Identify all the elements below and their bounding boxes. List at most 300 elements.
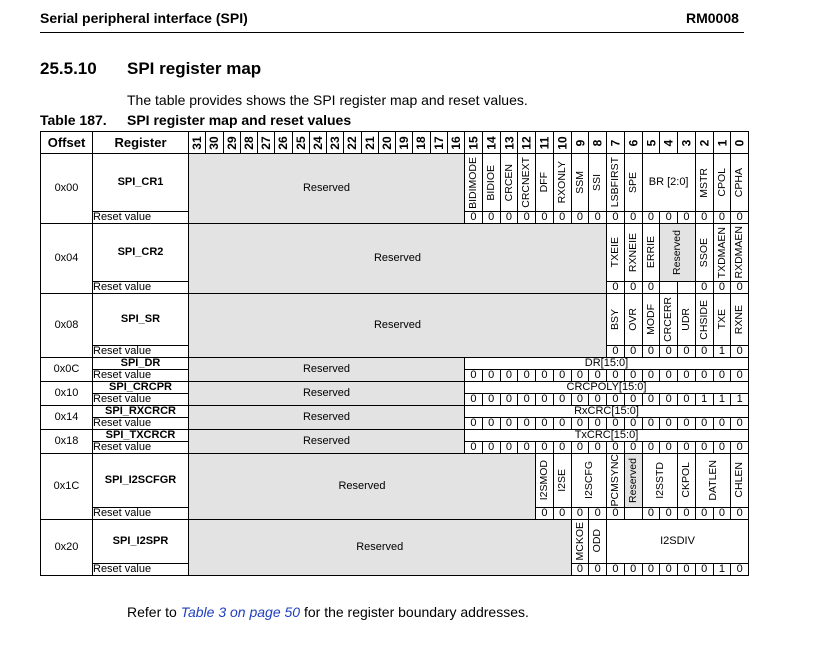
table-caption-label: Table 187. [40,112,107,128]
reset-bit: 0 [571,507,589,519]
reset-bit: 0 [589,563,607,575]
field-label: BIDIOE [484,164,497,201]
reset-bit: 0 [713,282,731,294]
offset-cell: 0x10 [41,382,93,406]
reset-bit: 0 [660,418,678,430]
bit-number-header [413,132,430,154]
field-label: ODD [591,529,604,553]
reset-bit: 0 [553,370,571,382]
register-field [642,224,660,282]
reset-bit: 0 [500,442,518,454]
reset-bit: 0 [642,563,660,575]
field-label: I2SMOD [538,460,551,501]
field-label: SSOE [697,237,710,268]
reset-bit: 0 [678,563,696,575]
field-label: TXEIE [609,237,622,268]
reset-bit: 0 [660,212,678,224]
footer-note [127,604,529,620]
reset-bit: 1 [695,394,713,406]
register-field [731,154,749,212]
register-row [41,382,749,394]
reset-bit: 0 [678,212,696,224]
register-field [536,154,554,212]
bit-number-header [430,132,447,154]
reset-value-label: Reset value [93,282,189,294]
register-field [731,454,749,508]
reserved-bits-cell: Reserved [189,224,607,294]
reset-value-label: Reset value [93,563,189,575]
reset-bit: 0 [660,563,678,575]
reset-bit: 0 [713,370,731,382]
reset-bit: 0 [465,370,483,382]
bit-number: 9 [572,139,587,146]
register-field [678,454,696,508]
offset-cell: 0x00 [41,154,93,224]
bit-number: 29 [224,135,239,150]
reset-bit: 0 [553,418,571,430]
reset-value-label: Reset value [93,418,189,430]
reset-bit: 0 [660,346,678,358]
intro-paragraph: The table provides shows the SPI register map and reset values. [127,92,528,108]
bit-number-header [396,132,413,154]
bit-number: 27 [259,135,274,150]
reset-bit: 0 [607,282,625,294]
register-field [571,154,589,212]
register-field [589,519,607,563]
reserved-bits-cell: Reserved [189,294,607,358]
reset-bit: 0 [713,212,731,224]
register-row [41,154,749,212]
register-row [41,358,749,370]
register-field: RxCRC[15:0] [465,406,749,418]
reset-bit: 0 [731,212,749,224]
register-field [731,224,749,282]
register-field [553,154,571,212]
bit-number-header [607,132,625,154]
reset-bit [678,282,696,294]
table-caption-text: SPI register map and reset values [127,112,352,128]
register-name-cell: SPI_I2SPR [93,519,189,563]
table-header-row [41,132,749,154]
register-name-cell: SPI_CR1 [93,154,189,212]
register-field [624,454,642,508]
bit-number: 14 [484,135,499,150]
reset-bit: 0 [607,507,625,519]
reset-bit: 0 [571,563,589,575]
reset-bit: 0 [553,507,571,519]
section-title: SPI register map [127,59,262,78]
field-label: MCKOE [573,521,586,561]
reset-bit: 0 [678,442,696,454]
bit-number: 20 [379,135,394,150]
reset-bit: 0 [465,442,483,454]
reset-bit: 0 [607,346,625,358]
running-header-title: Serial peripheral interface (SPI) [40,10,248,26]
register-field [624,224,642,282]
register-field [624,294,642,346]
register-field [465,154,483,212]
offset-cell: 0x14 [41,406,93,430]
register-field [607,154,625,212]
register-field: DR[15:0] [465,358,749,370]
reset-bit: 0 [642,418,660,430]
reset-value-label: Reset value [93,442,189,454]
reset-bit: 0 [482,394,500,406]
field-label: DATLEN [706,459,719,501]
reset-bit: 0 [695,563,713,575]
reset-bit: 0 [571,212,589,224]
reset-bit: 0 [713,418,731,430]
field-label: CKPOL [680,462,693,499]
section-number: 25.5.10 [40,59,97,78]
field-label: TXDMAEN [715,226,728,279]
reset-value-label: Reset value [93,370,189,382]
reset-bit: 0 [642,442,660,454]
reset-bit: 0 [518,212,536,224]
register-field [553,454,571,508]
reset-bit: 0 [678,418,696,430]
reset-bit: 0 [607,370,625,382]
reset-bit: 0 [607,442,625,454]
bit-number: 23 [328,135,343,150]
reset-bit: 0 [589,442,607,454]
reset-value-label: Reset value [93,507,189,519]
offset-cell: 0x18 [41,430,93,454]
reset-bit: 0 [500,212,518,224]
reset-bit: 0 [518,370,536,382]
bit-number-header [309,132,326,154]
register-field [607,454,625,508]
bit-number-header [624,132,642,154]
field-label: CHLEN [733,462,746,499]
reset-bit: 0 [607,394,625,406]
bit-number: 30 [207,135,222,150]
reset-bit: 0 [660,394,678,406]
offset-cell: 0x1C [41,454,93,520]
reset-bit: 0 [695,418,713,430]
field-label: CRCEN [502,163,515,202]
reset-bit: 0 [536,370,554,382]
register-name-cell: SPI_I2SCFGR [93,454,189,508]
field-label: LSBFIRST [609,157,622,208]
reset-bit: 1 [713,563,731,575]
register-row [41,519,749,563]
reserved-bits-cell: Reserved [189,382,465,406]
reset-bit: 0 [589,212,607,224]
offset-cell: 0x04 [41,224,93,294]
bit-number: 17 [431,135,446,150]
reset-bit: 0 [660,370,678,382]
register-name-cell: SPI_TXCRCR [93,430,189,442]
reset-bit: 0 [624,212,642,224]
footer-text-before: Refer to [127,604,181,620]
reset-value-label: Reset value [93,346,189,358]
offset-cell: 0x0C [41,358,93,382]
reset-bit: 0 [642,282,660,294]
reset-bit: 0 [465,418,483,430]
field-label: RXNE [733,304,746,335]
reset-bit: 0 [731,418,749,430]
bit-number-header [344,132,361,154]
reset-bit: 0 [624,563,642,575]
bit-number-header [223,132,240,154]
bit-number-header [553,132,571,154]
bit-number-header [713,132,731,154]
reset-bit: 0 [500,418,518,430]
bit-number-header [361,132,378,154]
reset-bit: 0 [731,507,749,519]
register-field: TxCRC[15:0] [465,430,749,442]
reset-bit: 0 [571,394,589,406]
table-caption [40,112,352,128]
field-label: Reserved [626,457,639,503]
field-label: RXONLY [555,161,568,204]
field-label: I2SSTD [653,461,666,499]
register-field [518,154,536,212]
reset-bit: 0 [482,418,500,430]
register-field [695,454,731,508]
reset-bit: 0 [678,507,696,519]
register-field: CRCPOLY[15:0] [465,382,749,394]
register-row [41,430,749,442]
bit-number-header [292,132,309,154]
bit-number-header [465,132,483,154]
reset-bit: 1 [713,394,731,406]
register-field [500,154,518,212]
bit-number-header [447,132,464,154]
reset-bit: 0 [589,507,607,519]
reset-bit: 0 [731,370,749,382]
reset-bit: 0 [713,507,731,519]
register-field [571,519,589,563]
field-label: RXDMAEN [733,226,746,279]
reset-bit: 0 [482,212,500,224]
field-label: CPHA [733,167,746,198]
reset-bit: 0 [536,507,554,519]
register-row [41,294,749,346]
reset-bit: 0 [465,212,483,224]
reset-bit: 0 [642,346,660,358]
field-label: DFF [538,172,551,193]
bit-number-header [189,132,206,154]
field-label: SSM [573,171,586,194]
reset-bit: 0 [518,442,536,454]
document-id: RM0008 [686,10,739,26]
reserved-bits-cell: Reserved [189,358,465,382]
register-name-cell: SPI_CRCPR [93,382,189,394]
bit-number: 6 [626,139,641,146]
register-row [41,454,749,508]
bit-number-header [240,132,257,154]
bit-number: 28 [241,135,256,150]
field-label: Reserved [671,230,684,275]
register-field [695,294,713,346]
bit-number-header [518,132,536,154]
field-label: SPE [626,171,639,193]
reset-bit: 0 [553,442,571,454]
field-label: SSI [591,174,604,191]
register-field: I2SDIV [607,519,749,563]
reset-bit: 0 [482,370,500,382]
reserved-bits-cell: Reserved [189,519,572,575]
reset-bit: 0 [553,394,571,406]
bit-number: 2 [697,139,712,146]
reset-bit: 0 [624,442,642,454]
reset-bit: 0 [536,442,554,454]
reset-bit: 0 [500,370,518,382]
bit-number: 1 [714,139,729,146]
register-row [41,224,749,282]
bit-number: 19 [397,135,412,150]
reset-bit: 0 [500,394,518,406]
reset-bit: 0 [731,346,749,358]
field-label: CRCERR [662,297,675,342]
bit-number-header [275,132,292,154]
register-name-cell: SPI_DR [93,358,189,370]
bit-number: 12 [519,135,534,150]
bit-number: 5 [643,139,658,146]
field-label: RXNEIE [626,232,639,273]
field-label: CRCNEXT [520,157,533,208]
register-field [482,154,500,212]
register-field [660,294,678,346]
reset-bit [624,507,642,519]
register-row [41,406,749,418]
reset-bit: 0 [731,442,749,454]
reset-bit: 0 [642,394,660,406]
reset-bit: 0 [607,418,625,430]
reset-bit: 0 [624,394,642,406]
reset-bit: 0 [695,212,713,224]
reset-bit: 0 [695,370,713,382]
field-label: CHSIDE [697,299,710,340]
field-label: BSY [609,308,622,330]
reset-bit: 0 [536,212,554,224]
reset-bit: 0 [607,212,625,224]
register-field [624,154,642,212]
reset-bit: 1 [731,394,749,406]
reset-bit: 0 [553,212,571,224]
field-label: CPOL [715,168,728,197]
bit-number-header [589,132,607,154]
register-field [678,294,696,346]
reset-bit: 1 [713,346,731,358]
reserved-bits-cell: Reserved [189,430,465,454]
reset-bit: 0 [482,442,500,454]
field-label: UDR [680,308,693,331]
bit-number-header [206,132,223,154]
bit-number-header [327,132,344,154]
bit-number: 24 [310,135,325,150]
bit-number: 31 [190,135,205,150]
register-field [571,454,607,508]
register-field [607,224,625,282]
reset-bit: 0 [589,418,607,430]
header-rule [40,32,744,33]
register-field [695,224,713,282]
bit-number: 26 [276,135,291,150]
reset-bit: 0 [571,370,589,382]
bit-number-header [482,132,500,154]
bit-number: 16 [448,135,463,150]
reset-bit: 0 [624,346,642,358]
register-field [607,294,625,346]
bit-number: 25 [293,135,308,150]
bit-number-header [536,132,554,154]
reset-bit: 0 [678,346,696,358]
register-field [695,154,713,212]
reset-bit: 0 [518,418,536,430]
reset-bit: 0 [589,370,607,382]
bit-number: 10 [555,135,570,150]
bit-number-header [678,132,696,154]
reserved-bits-cell: Reserved [189,154,465,224]
field-label: TXE [715,309,728,330]
reset-bit: 0 [660,442,678,454]
register-name-cell: SPI_SR [93,294,189,346]
reset-bit: 0 [731,563,749,575]
register-field [713,154,731,212]
reset-bit [660,282,678,294]
register-field: BR [2:0] [642,154,695,212]
bit-number-header [571,132,589,154]
reset-bit: 0 [695,442,713,454]
register-field [589,154,607,212]
register-map-table [40,131,749,576]
register-field [731,294,749,346]
footer-text-after: for the register boundary addresses. [300,604,529,620]
reset-bit: 0 [571,418,589,430]
column-header-offset: Offset [41,132,93,154]
bit-number: 18 [414,135,429,150]
reset-bit: 0 [536,418,554,430]
bit-number: 21 [362,135,377,150]
register-name-cell: SPI_RXCRCR [93,406,189,418]
offset-cell: 0x20 [41,519,93,575]
bit-number-header [660,132,678,154]
reset-bit: 0 [731,282,749,294]
reserved-bits-cell: Reserved [189,454,536,520]
field-label: BIDIMODE [467,156,480,209]
bit-number-header [258,132,275,154]
reset-bit: 0 [518,394,536,406]
bit-number: 15 [466,135,481,150]
bit-number: 22 [345,135,360,150]
field-label: MSTR [697,167,710,198]
offset-cell: 0x08 [41,294,93,358]
register-field [713,224,731,282]
reset-bit: 0 [536,394,554,406]
bit-number-header [378,132,395,154]
reset-bit: 0 [589,394,607,406]
reset-bit: 0 [642,507,660,519]
bit-number-header [642,132,660,154]
reserved-bits-cell: Reserved [189,406,465,430]
register-field [642,294,660,346]
reset-value-label: Reset value [93,212,189,224]
bit-number: 11 [537,136,552,149]
reset-value-label: Reset value [93,394,189,406]
bit-number: 3 [679,139,694,146]
reset-bit: 0 [678,394,696,406]
bit-number: 8 [590,139,605,146]
field-label: MODF [644,304,657,335]
reset-bit: 0 [695,282,713,294]
table-3-link[interactable]: Table 3 on page 50 [180,604,301,620]
reset-bit: 0 [660,507,678,519]
reset-bit: 0 [624,418,642,430]
register-name-cell: SPI_CR2 [93,224,189,282]
